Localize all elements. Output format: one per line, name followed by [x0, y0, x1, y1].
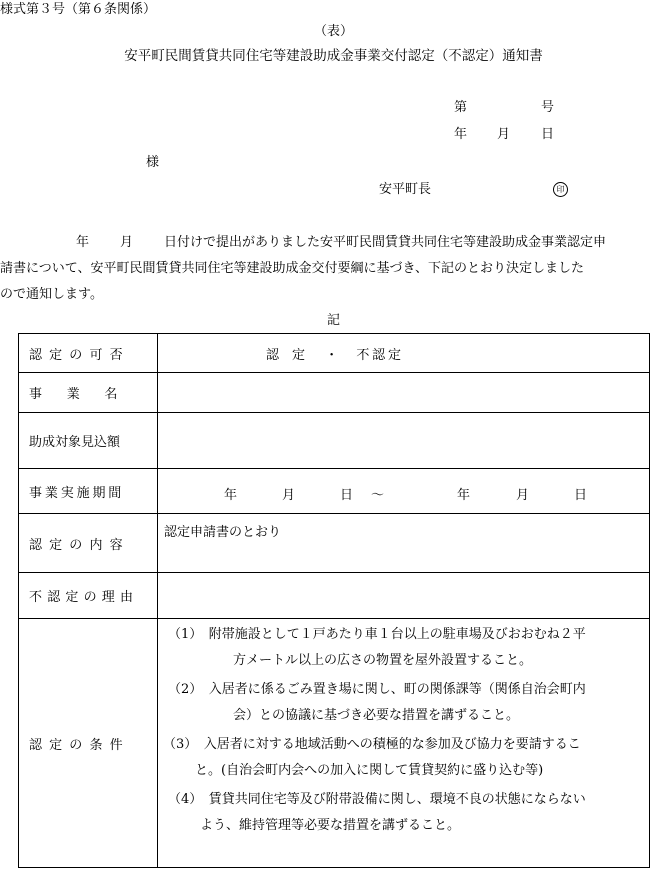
doc-number-dai: 第 — [454, 100, 468, 115]
label-estimated-amount: 助成対象見込額 — [19, 413, 158, 469]
row-rejection-reason — [19, 573, 650, 619]
condition-4-line-2: よう、維持管理等必要な措置を講ずること。 — [200, 818, 461, 833]
row-period — [19, 469, 650, 514]
row-estimated-amount — [19, 413, 650, 469]
row-content — [19, 514, 650, 573]
date-day: 日 — [541, 127, 555, 142]
condition-3-line-2: と。(自治会町内会への加入に関して賃貸契約に盛り込む等) — [195, 763, 544, 778]
doc-number-go: 号 — [541, 100, 555, 115]
row-conditions — [19, 619, 650, 868]
value-approval: 認 定 ・ 不認定 — [158, 334, 650, 373]
condition-2-line-1: （2） 入居者に係るごみ置き場に関し、町の関係課等（関係自治会町内 — [168, 682, 586, 697]
label-project-name: 事業名 — [19, 373, 158, 413]
mayor-name: 安平町長 — [379, 182, 432, 197]
row-approval — [19, 334, 650, 373]
value-content: 認定申請書のとおり — [158, 514, 650, 573]
body-line-2: 請書について、安平町民間賃貸共同住宅等建設助成金交付要綱に基づき、下記のとおり決定しました — [0, 261, 584, 276]
value-project-name — [158, 373, 650, 413]
body-line-1: 日付けで提出がありました安平町民間賃貸共同住宅等建設助成金事業認定申 — [164, 235, 607, 250]
condition-3-line-1: （3） 入居者に対する地域活動への積極的な参加及び協力を要請するこ — [163, 737, 581, 752]
condition-4-line-1: （4） 賃貸共同住宅等及び附帯設備に関し、環境不良の状態にならない — [168, 792, 586, 807]
body-line-3: ので通知します。 — [0, 287, 103, 302]
value-period: 年 月 日 ～ 年 月 日 — [158, 469, 650, 514]
label-conditions: 認定の条件 — [19, 619, 158, 868]
form-number: 様式第３号（第６条関係） — [0, 2, 157, 17]
condition-2-line-2: 会）との協議に基づき必要な措置を講ずること。 — [233, 708, 520, 723]
document-title: 安平町民間賃貸共同住宅等建設助成金事業交付認定（不認定）通知書 — [124, 48, 543, 64]
date-month: 月 — [497, 127, 511, 142]
front-marker: （表） — [313, 24, 353, 39]
ki-heading: 記 — [326, 313, 340, 328]
body-year: 年 — [76, 235, 90, 250]
value-estimated-amount — [158, 413, 650, 469]
value-conditions — [158, 619, 650, 868]
condition-1-line-2: 方メートル以上の広さの物置を屋外設置すること。 — [233, 653, 533, 668]
label-rejection-reason: 不認定の理由 — [19, 573, 158, 619]
label-period: 事業実施期間 — [19, 469, 158, 514]
body-month: 月 — [120, 235, 134, 250]
seal-text: 印 — [556, 185, 565, 194]
seal-mark — [553, 182, 568, 197]
date-year: 年 — [454, 127, 468, 142]
decision-table — [18, 333, 650, 868]
row-project-name — [19, 373, 650, 413]
addressee-sama: 様 — [146, 155, 160, 170]
value-rejection-reason — [158, 573, 650, 619]
label-content: 認定の内容 — [19, 514, 158, 573]
condition-1-line-1: （1） 附帯施設として１戸あたり車１台以上の駐車場及びおおむね２平 — [168, 627, 586, 642]
label-approval: 認定の可否 — [19, 334, 158, 373]
